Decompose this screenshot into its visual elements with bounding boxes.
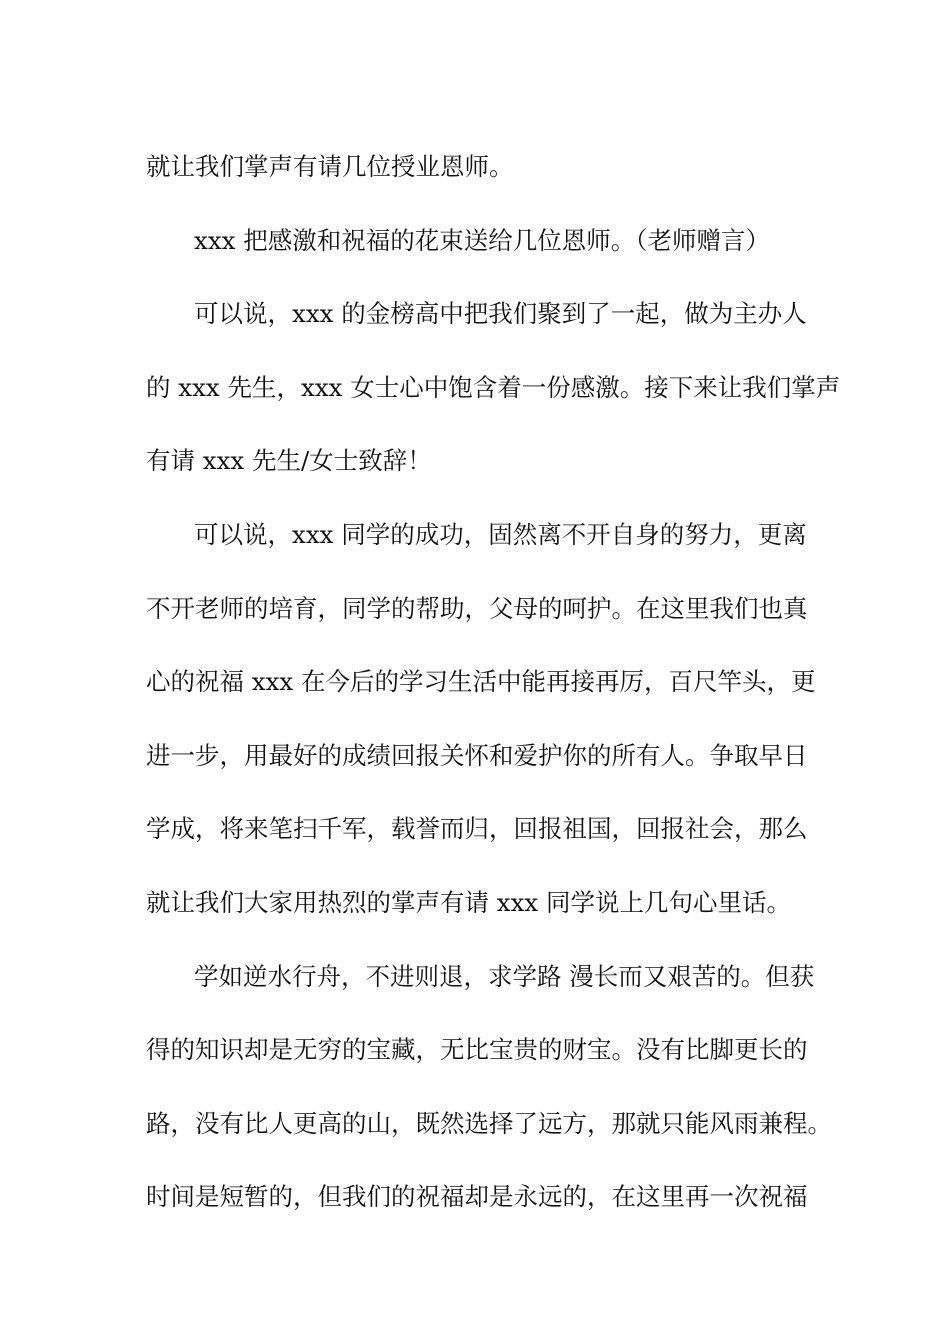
text-line: 有请 xxx 先生/女士致辞！ (146, 446, 432, 476)
text-line: 进一步，用最好的成绩回报关怀和爱护你的所有人。争取早日 (146, 740, 808, 770)
text-line: 得的知识却是无穷的宝藏，无比宝贵的财宝。没有比脚更长的 (146, 1035, 808, 1065)
paragraph-start-line: 可以说，xxx 的金榜高中把我们聚到了一起，做为主办人 (194, 299, 807, 329)
text-line: 就让我们掌声有请几位授业恩师。 (146, 152, 514, 181)
paragraph-start-line: 学如逆水行舟，不进则退，求学路 漫长而又艰苦的。但获 (194, 961, 815, 991)
document-body (146, 130, 841, 1234)
paragraph-start-line: 可以说，xxx 同学的成功，固然离不开自身的努力，更离 (194, 519, 807, 549)
text-line: 就让我们大家用热烈的掌声有请 xxx 同学说上几句心里话。 (146, 887, 792, 917)
text-line: 不开老师的培育，同学的帮助，父母的呵护。在这里我们也真 (146, 593, 808, 623)
text-line: 路，没有比人更高的山，既然选择了远方，那就只能风雨兼程。 (146, 1108, 832, 1138)
paragraph-start-line: xxx 把感激和祝福的花束送给几位恩师。（老师赠言） (194, 225, 770, 255)
text-line: 心的祝福 xxx 在今后的学习生活中能再接再厉，百尺竿头，更 (146, 667, 816, 697)
text-line: 学成，将来笔扫千军，载誉而归，回报祖国，回报社会，那么 (146, 814, 808, 844)
text-line: 的 xxx 先生，xxx 女士心中饱含着一份感激。接下来让我们掌声 (146, 372, 841, 402)
text-line: 时间是短暂的，但我们的祝福却是永远的，在这里再一次祝福 (146, 1182, 808, 1212)
